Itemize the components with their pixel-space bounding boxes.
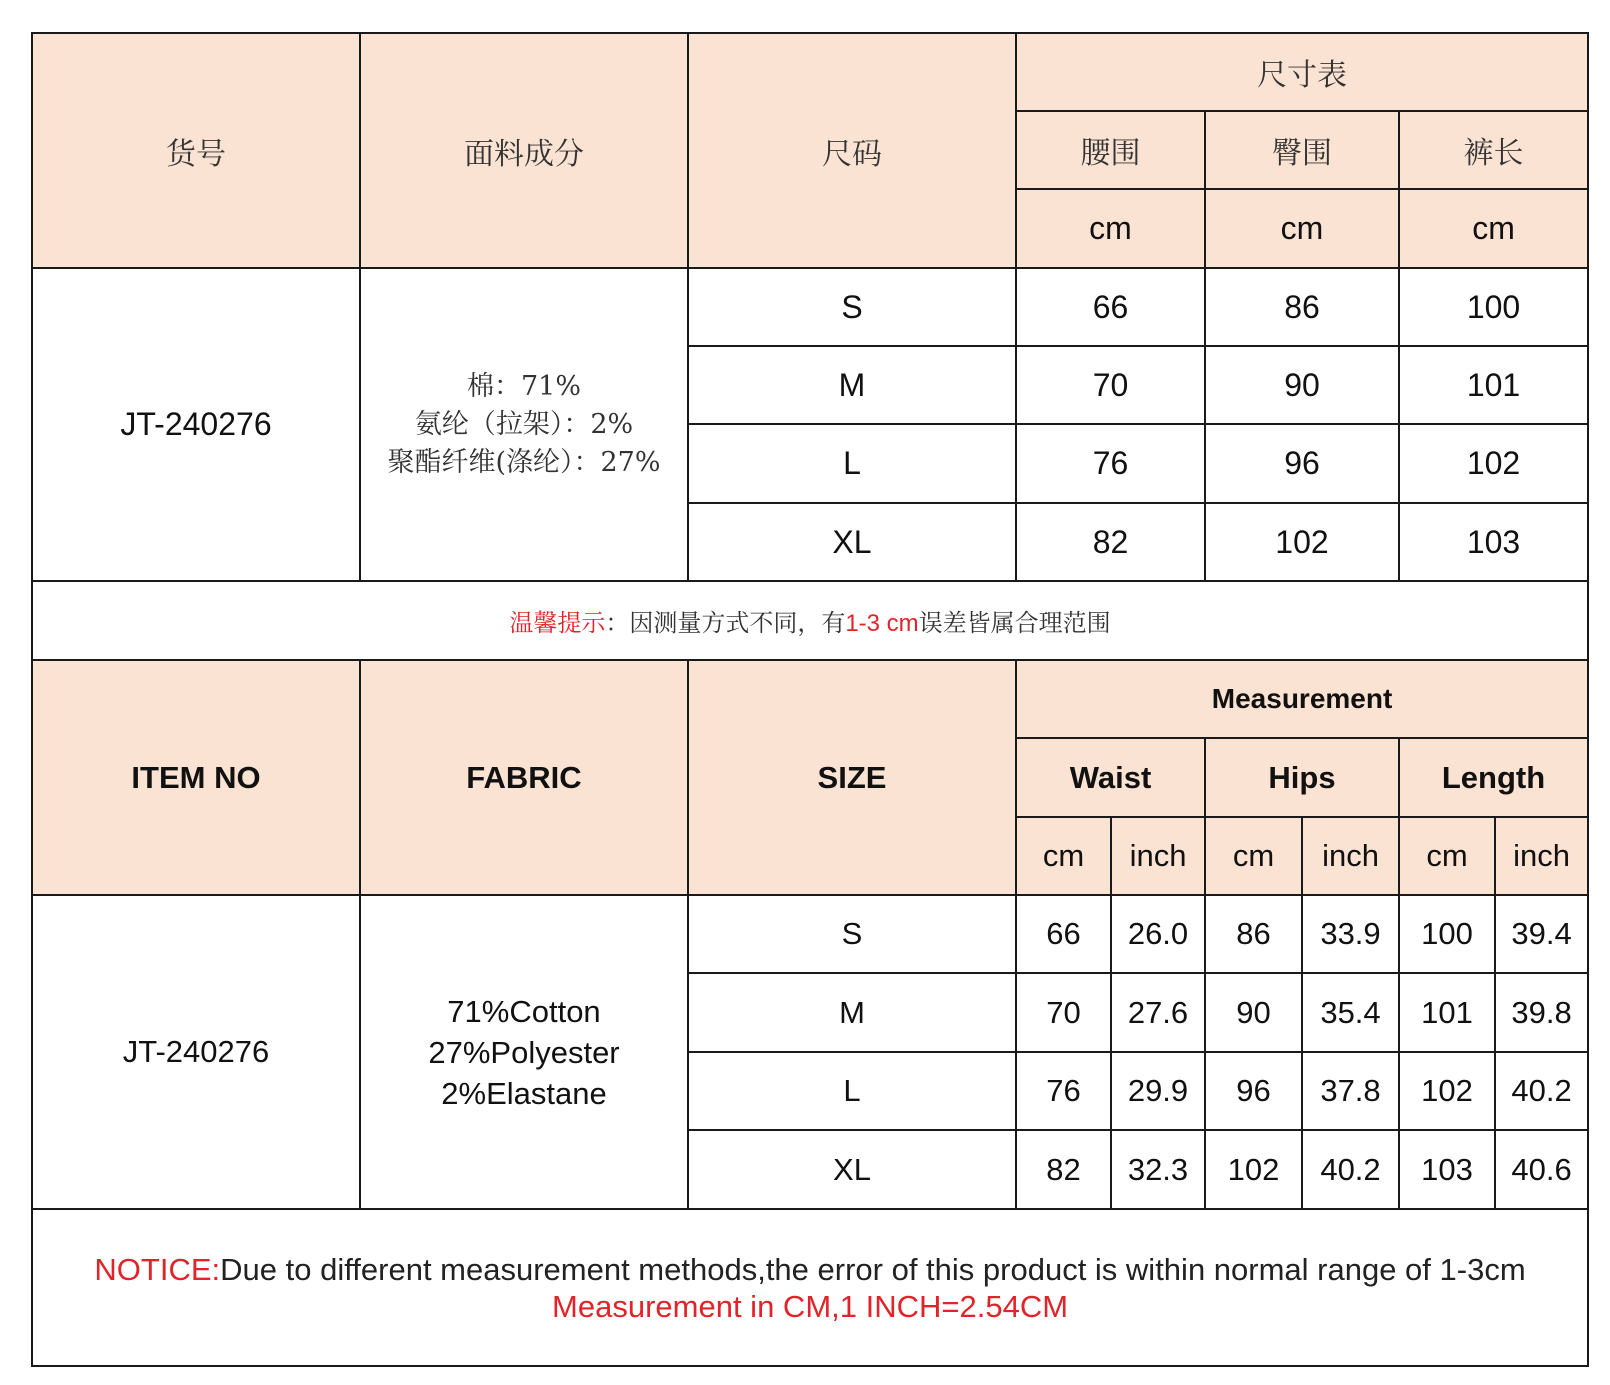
en-header-hips: Hips — [1205, 738, 1399, 817]
en-header-size: SIZE — [688, 660, 1016, 895]
cn-waist-xl: 82 — [1016, 503, 1205, 581]
en-notice-text: Due to different measurement methods,the error of this product is within normal range of 1-3cm — [220, 1251, 1526, 1287]
en-waist-in-xl: 32.3 — [1111, 1130, 1205, 1209]
cn-fabric-line: 聚酯纤维(涤纶）：27% — [387, 446, 661, 478]
cn-hips-xl: 102 — [1205, 503, 1399, 581]
size-chart-sheet — [31, 32, 1587, 1367]
cn-tip-range: 1-3 cm — [845, 610, 919, 637]
en-hips-in-xl: 40.2 — [1302, 1130, 1399, 1209]
en-waist-cm-s: 66 — [1016, 895, 1111, 973]
en-fabric-line: 71%Cotton — [447, 993, 601, 1029]
en-length-cm-xl: 103 — [1399, 1130, 1495, 1209]
en-notice-line2: Measurement in CM,1 INCH=2.54CM — [552, 1288, 1069, 1324]
en-hips-in-m: 35.4 — [1302, 973, 1399, 1052]
cn-header-length: 裤长 — [1399, 111, 1588, 189]
en-header-item: ITEM NO — [32, 660, 360, 895]
en-length-cm-s: 100 — [1399, 895, 1495, 973]
cn-tip-row — [32, 581, 1588, 660]
cn-hips-m: 90 — [1205, 346, 1399, 424]
en-waist-cm-l: 76 — [1016, 1052, 1111, 1130]
cn-size-xl: XL — [688, 503, 1016, 581]
en-fabric-line: 2%Elastane — [441, 1075, 607, 1111]
en-length-in-s: 39.4 — [1495, 895, 1588, 973]
cn-unit-hips: cm — [1205, 189, 1399, 268]
cn-item-no: JT-240276 — [32, 268, 360, 581]
cn-hips-s: 86 — [1205, 268, 1399, 346]
en-length-in-xl: 40.6 — [1495, 1130, 1588, 1209]
cn-header-waist: 腰围 — [1016, 111, 1205, 189]
en-hips-cm-xl: 102 — [1205, 1130, 1302, 1209]
cn-length-s: 100 — [1399, 268, 1588, 346]
en-header-waist: Waist — [1016, 738, 1205, 817]
cn-hips-l: 96 — [1205, 424, 1399, 503]
en-header-length: Length — [1399, 738, 1588, 817]
en-length-in-m: 39.8 — [1495, 973, 1588, 1052]
cn-size-l: L — [688, 424, 1016, 503]
en-unit-length-cm: cm — [1399, 817, 1495, 895]
en-hips-cm-l: 96 — [1205, 1052, 1302, 1130]
cn-length-m: 101 — [1399, 346, 1588, 424]
cn-size-s: S — [688, 268, 1016, 346]
cn-tip-text2: 误差皆属合理范围 — [918, 609, 1111, 637]
cn-size-m: M — [688, 346, 1016, 424]
en-hips-in-l: 37.8 — [1302, 1052, 1399, 1130]
en-notice-line1 — [33, 1251, 1587, 1288]
cn-tip-text1: ：因测量方式不同，有 — [605, 609, 846, 637]
en-unit-hips-inch: inch — [1302, 817, 1399, 895]
cn-length-l: 102 — [1399, 424, 1588, 503]
en-fabric-line: 27%Polyester — [428, 1034, 620, 1070]
en-size-table — [31, 659, 1589, 1367]
en-length-cm-m: 101 — [1399, 973, 1495, 1052]
en-unit-length-inch: inch — [1495, 817, 1588, 895]
en-fabric-cell — [360, 895, 688, 1209]
en-header-fabric: FABRIC — [360, 660, 688, 895]
cn-fabric-cell — [360, 268, 688, 581]
en-unit-hips-cm: cm — [1205, 817, 1302, 895]
cn-header-group: 尺寸表 — [1016, 33, 1588, 111]
en-waist-cm-m: 70 — [1016, 973, 1111, 1052]
en-size-xl: XL — [688, 1130, 1016, 1209]
cn-header-hips: 臀围 — [1205, 111, 1399, 189]
en-length-in-l: 40.2 — [1495, 1052, 1588, 1130]
en-header-group: Measurement — [1016, 660, 1588, 738]
cn-waist-m: 70 — [1016, 346, 1205, 424]
en-unit-waist-inch: inch — [1111, 817, 1205, 895]
en-size-l: L — [688, 1052, 1016, 1130]
en-hips-cm-s: 86 — [1205, 895, 1302, 973]
cn-waist-s: 66 — [1016, 268, 1205, 346]
cn-length-xl: 103 — [1399, 503, 1588, 581]
cn-size-table — [31, 32, 1589, 661]
en-waist-in-m: 27.6 — [1111, 973, 1205, 1052]
cn-waist-l: 76 — [1016, 424, 1205, 503]
en-notice-row — [32, 1209, 1588, 1366]
cn-header-fabric: 面料成分 — [360, 33, 688, 268]
cn-unit-length: cm — [1399, 189, 1588, 268]
en-waist-in-l: 29.9 — [1111, 1052, 1205, 1130]
en-hips-in-s: 33.9 — [1302, 895, 1399, 973]
en-item-no: JT-240276 — [32, 895, 360, 1209]
cn-unit-waist: cm — [1016, 189, 1205, 268]
cn-fabric-line: 氨纶（拉架）：2% — [414, 408, 634, 440]
en-length-cm-l: 102 — [1399, 1052, 1495, 1130]
en-unit-waist-cm: cm — [1016, 817, 1111, 895]
en-size-m: M — [688, 973, 1016, 1052]
en-notice-label: NOTICE: — [94, 1251, 221, 1287]
en-waist-cm-xl: 82 — [1016, 1130, 1111, 1209]
cn-fabric-line: 棉：71% — [466, 370, 581, 402]
cn-header-item: 货号 — [32, 33, 360, 268]
en-waist-in-s: 26.0 — [1111, 895, 1205, 973]
cn-header-size: 尺码 — [688, 33, 1016, 268]
en-hips-cm-m: 90 — [1205, 973, 1302, 1052]
cn-tip-label: 温馨提示 — [509, 609, 606, 637]
en-size-s: S — [688, 895, 1016, 973]
